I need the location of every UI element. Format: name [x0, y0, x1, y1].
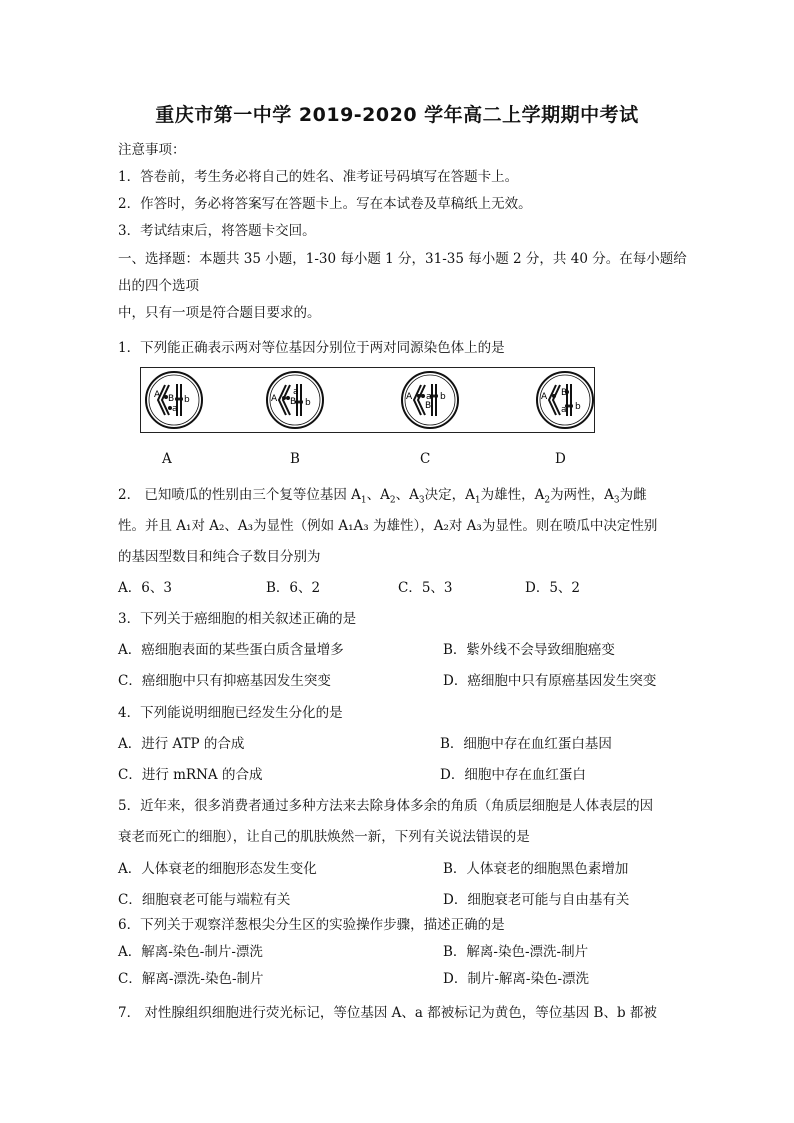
q5-option-c: C．细胞衰老可能与端粒有关 — [118, 892, 291, 908]
q2-line-1-part: 为雌 — [619, 487, 647, 503]
q4-option-b: B．细胞中存在血红蛋白基因 — [440, 736, 612, 752]
q2-line-1-part: 决定，A — [424, 487, 475, 503]
q4-option-d: D．细胞中存在血红蛋白 — [440, 767, 586, 783]
figure-label-c: C — [420, 451, 431, 467]
notice-item-2: 2．作答时，务必将答案写在答题卡上。写在本试卷及草稿纸上无效。 — [118, 196, 532, 212]
gene-label-a-4: b — [184, 395, 190, 405]
section-instructions-line-2: 出的四个选项 — [118, 278, 199, 294]
q5-line-2: 衰老而死亡的细胞），让自己的肌肤焕然一新，下列有关说法错误的是 — [118, 829, 530, 845]
gene-label-d-2: a — [561, 405, 567, 415]
cell-diagram-d — [534, 368, 596, 430]
q6-option-b: B．解离-染色-漂洗-制片 — [443, 944, 589, 960]
notice-item-3: 3．考试结束后，将答题卡交回。 — [118, 223, 316, 239]
gene-label-d-4: b — [575, 402, 581, 412]
figure-label-d: D — [555, 451, 566, 467]
gene-label-b-4: b — [305, 398, 311, 408]
cell-diagram-a — [143, 368, 205, 430]
q4-option-c: C．进行 mRNA 的合成 — [118, 767, 263, 783]
gene-label-c-1: A — [406, 392, 413, 402]
section-instructions-line-3: 中，只有一项是符合题目要求的。 — [118, 305, 321, 321]
gene-label-d-1: A — [541, 392, 548, 402]
q4-stem: 4．下列能说明细胞已经发生分化的是 — [118, 705, 343, 721]
q2-line-1-part: 、A — [395, 487, 419, 503]
figure-label-a: A — [162, 451, 172, 467]
q3-stem: 3．下列关于癌细胞的相关叙述正确的是 — [118, 611, 357, 627]
notice-heading: 注意事项： — [118, 142, 186, 158]
gene-label-b-2: a — [293, 387, 299, 397]
gene-label-c-4: b — [440, 392, 446, 402]
gene-label-c-2: a — [426, 392, 432, 402]
q5-option-d: D．细胞衰老可能与自由基有关 — [443, 892, 630, 908]
q2-line-1: 2． 已知喷瓜的性别由三个复等位基因 $A_1$、$A_2$、$A_3$决定，$A_1$为雄性，$A_2$为两性，$A_3$为雌 — [118, 487, 647, 506]
q6-option-c: C．解离-漂洗-染色-制片 — [118, 971, 264, 987]
cell-diagram-b — [264, 368, 326, 430]
q5-option-b: B．人体衰老的细胞黑色素增加 — [443, 861, 629, 877]
q7-line-1: 7． 对性腺组织细胞进行荧光标记，等位基因 A、a 都被标记为黄色，等位基因 B、b 都被 — [118, 1005, 657, 1021]
gene-label-a-1: A — [154, 390, 161, 400]
gene-label-a-3: B — [168, 394, 175, 404]
q2-line-1-part: 为雄性，A — [480, 487, 545, 503]
q1-stem: 1．下列能正确表示两对等位基因分别位于两对同源染色体上的是 — [118, 340, 505, 356]
section-instructions-line-1: 一、选择题：本题共 35 小题，1-30 每小题 1 分，31-35 每小题 2 分，共 40 分。在每小题给 — [118, 251, 687, 267]
q2-line-1-part: 、A — [366, 487, 390, 503]
q2-option-c: C．5、3 — [398, 580, 453, 596]
gene-label-d-3: B — [561, 388, 568, 398]
q2-line-3: 的基因型数目和纯合子数目分别为 — [118, 549, 321, 565]
page-title: 重庆市第一中学 2019-2020 学年高二上学期期中考试 — [155, 104, 639, 126]
cell-diagram-c — [399, 368, 461, 430]
q3-option-c: C．癌细胞中只有抑癌基因发生突变 — [118, 673, 331, 689]
q5-option-a: A．人体衰老的细胞形态发生变化 — [118, 861, 317, 877]
q2-option-d: D．5、2 — [525, 580, 581, 596]
figure-label-b: B — [290, 451, 300, 467]
q2-option-a: A．6、3 — [118, 580, 172, 596]
q2-line-1-part: 2． 已知喷瓜的性别由三个复等位基因 A — [118, 487, 361, 503]
q6-stem: 6．下列关于观察洋葱根尖分生区的实验操作步骤，描述正确的是 — [118, 917, 505, 933]
gene-label-c-3: B — [425, 401, 432, 411]
q3-option-a: A．癌细胞表面的某些蛋白质含量增多 — [118, 642, 344, 658]
gene-label-b-3: B — [290, 397, 297, 407]
q2-option-b: B．6、2 — [266, 580, 321, 596]
q4-option-a: A．进行 ATP 的合成 — [118, 736, 245, 752]
q6-option-d: D．制片-解离-染色-漂洗 — [443, 971, 590, 987]
q5-line-1: 5．近年来，很多消费者通过多种方法来去除身体多余的角质（角质层细胞是人体表层的因 — [118, 798, 654, 814]
q3-option-d: D．癌细胞中只有原癌基因发生突变 — [443, 673, 657, 689]
q6-option-a: A．解离-染色-制片-漂洗 — [118, 944, 263, 960]
notice-item-1: 1．答卷前，考生务必将自己的姓名、准考证号码填写在答题卡上。 — [118, 169, 519, 185]
q1-figure — [140, 367, 595, 433]
q2-line-2: 性。并且 A₁对 A₂、A₃为显性（例如 A₁A₃ 为雄性），A₂对 A₃为显性。则在喷瓜中决定性别 — [118, 518, 658, 534]
gene-label-b-1: A — [271, 394, 278, 404]
q3-option-b: B．紫外线不会导致细胞癌变 — [443, 642, 615, 658]
q2-line-1-part: 为两性，A — [550, 487, 614, 503]
gene-label-a-2: a — [172, 404, 178, 414]
